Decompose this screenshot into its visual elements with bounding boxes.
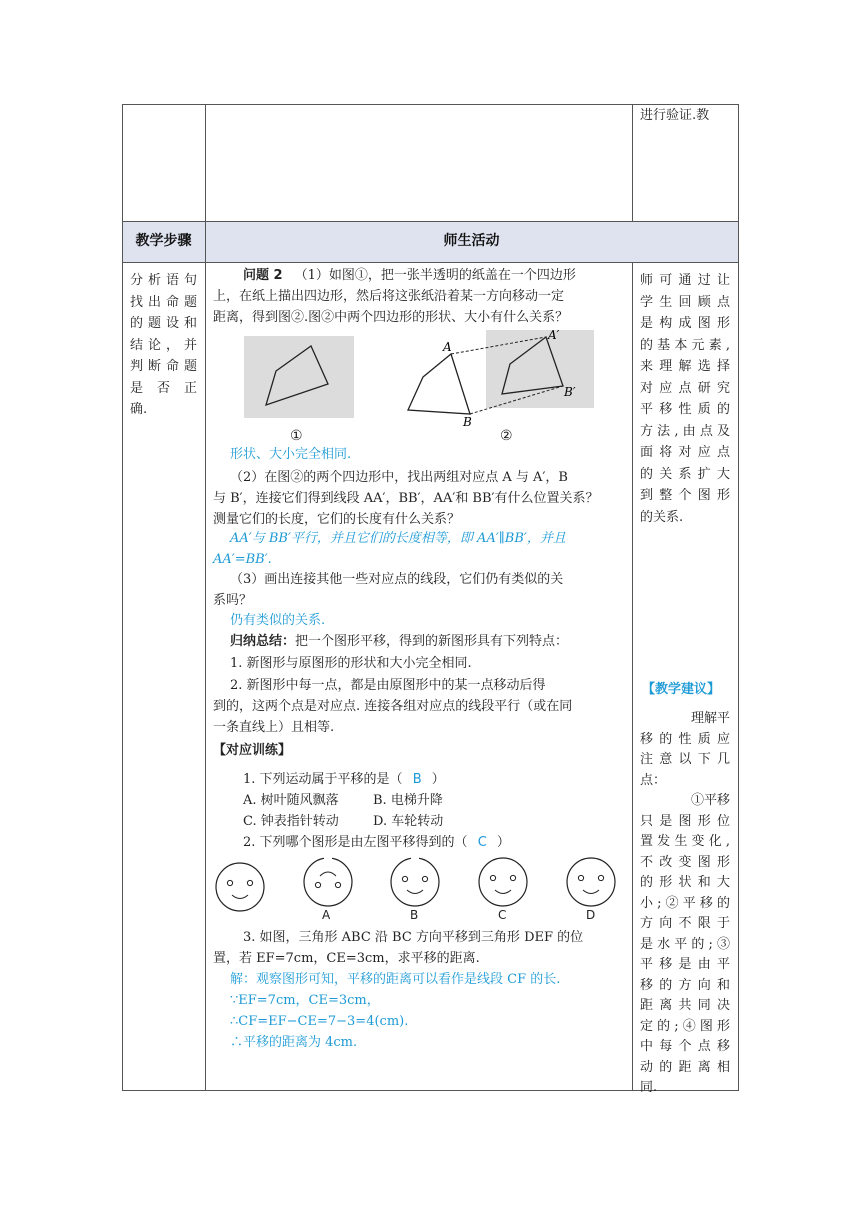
q3-line-1: （3）画出连接其他一些对应点的线段，它们仍有类似的关 bbox=[230, 572, 564, 587]
header-bottom-border bbox=[122, 262, 739, 263]
right-line: 来理解选择 bbox=[640, 359, 730, 374]
left-line: 分析语句 bbox=[130, 273, 197, 288]
exercise-1-option-b bbox=[373, 791, 443, 811]
suggestion-line: 的形状和大 bbox=[640, 875, 730, 890]
face-label-d: D bbox=[586, 908, 596, 922]
exercise-1-option-d bbox=[373, 812, 443, 832]
q2-line-3: 测量它们的长度，它们的长度有什么关系？ bbox=[213, 512, 461, 527]
solution-line-3: ∴CF=EF−CE=7−3=4(cm). bbox=[230, 1014, 409, 1029]
original-quadrilateral bbox=[408, 354, 470, 414]
suggestion-title: 【教学建议】 bbox=[642, 682, 721, 697]
label-a-prime: A′ bbox=[548, 328, 560, 342]
answer-2-line-2: AA′=BB′. bbox=[213, 552, 272, 567]
face-label-b: B bbox=[410, 908, 419, 922]
face-option-c bbox=[479, 858, 527, 906]
summary-point-2-line-3: 一条直线上）且相等. bbox=[213, 720, 335, 735]
exercise-1-question bbox=[243, 770, 445, 790]
table-right-border bbox=[738, 104, 739, 1091]
suggestion-line: 点： bbox=[640, 772, 667, 788]
suggestion-line: 小;②平移的 bbox=[640, 895, 730, 911]
right-line: 是构成图形 bbox=[640, 316, 730, 331]
left-line: 是 否 正 bbox=[130, 380, 197, 396]
right-line: 师可通过让 bbox=[640, 273, 730, 288]
opt-c-text: C. 钟表指针转动 bbox=[243, 814, 339, 829]
q1-line-3: 距离，得到图②.图②中两个四边形的形状、大小有什么关系？ bbox=[213, 310, 569, 325]
label-a: A bbox=[443, 340, 452, 354]
face-option-d bbox=[567, 858, 615, 906]
answer-1: 形状、大小完全相同. bbox=[230, 447, 352, 462]
face-option-a bbox=[304, 857, 352, 906]
exercise-1-answer: B bbox=[412, 772, 422, 787]
header-activity: 师生活动 bbox=[443, 233, 500, 249]
q2-line-2: 与 B′，连接它们得到线段 AA′，BB′，AA′和 BB′有什么位置关系？ bbox=[213, 491, 599, 506]
suggestion-line: 距离共同决 bbox=[640, 998, 730, 1013]
exercise-3-line-2: 置，若 EF=7cm，CE=3cm，求平移的距离. bbox=[213, 951, 480, 966]
figure-2 bbox=[398, 326, 598, 426]
suggestion-line: 中每个点移 bbox=[640, 1039, 730, 1054]
q1-line-2: 上，在纸上描出四边形，然后将这张纸沿着某一方向移动一定 bbox=[213, 289, 565, 304]
left-line: 结论，并 bbox=[130, 337, 197, 353]
exercise-2-answer: C bbox=[477, 835, 487, 850]
suggestion-line: 移的性质应 bbox=[640, 731, 730, 747]
suggestion-line: 只是图形位 bbox=[640, 813, 730, 829]
right-line: 到整个图形 bbox=[640, 488, 730, 503]
summary-point-2-line-2: 到的，这两个点是对应点. 连接各组对应点的线段平行（或在同 bbox=[213, 699, 573, 714]
solution-line-2: ∵EF=7cm，CE=3cm， bbox=[230, 993, 380, 1008]
suggestion-line: 同. bbox=[640, 1080, 658, 1095]
exercise-1-text: 1. 下列运动属于平移的是（ bbox=[243, 772, 403, 787]
right-line: 的基本元素, bbox=[640, 337, 730, 353]
figure-1-caption: ① bbox=[290, 428, 303, 444]
opt-b-text: B. 电梯升降 bbox=[373, 793, 443, 808]
suggestion-line: 置发生变化, bbox=[640, 834, 730, 849]
label-b: B bbox=[463, 415, 472, 426]
summary bbox=[230, 632, 568, 652]
right-line: 对应点研究 bbox=[640, 380, 730, 396]
exercise-1-close: ） bbox=[431, 772, 445, 787]
q1-line-1: （1）如图①，把一张半透明的纸盖在一个四边形 bbox=[294, 268, 576, 283]
left-line: 的题设和 bbox=[130, 316, 197, 331]
problem-label bbox=[243, 266, 576, 286]
right-line: 的关系扩大 bbox=[640, 466, 730, 482]
suggestion-line: 理解平 bbox=[690, 711, 730, 726]
exercise-1-option-a bbox=[243, 791, 339, 811]
left-line: 判断命题 bbox=[130, 359, 197, 374]
suggestion-line: 平移是由平 bbox=[640, 957, 730, 972]
exercise-3-line-1: 3. 如图，三角形 ABC 沿 BC 方向平移到三角形 DEF 的位 bbox=[243, 930, 584, 945]
answer-3: 仍有类似的关系. bbox=[230, 613, 326, 628]
summary-text: 把一个图形平移，得到的新图形具有下列特点： bbox=[295, 634, 569, 649]
table-top-border bbox=[122, 104, 739, 105]
opt-d-text: D. 车轮转动 bbox=[373, 814, 444, 829]
right-column-text bbox=[640, 270, 730, 528]
figure-1 bbox=[244, 336, 356, 420]
exercise-2-close: ） bbox=[496, 835, 510, 850]
problem-number: 问题 2 bbox=[243, 268, 283, 283]
answer-2-line-1: AA′与 BB′平行，并且它们的长度相等，即 AA′∥BB′，并且 bbox=[230, 531, 566, 546]
face-label-a: A bbox=[322, 908, 331, 922]
original-face bbox=[216, 863, 264, 911]
label-b-prime: B′ bbox=[564, 385, 576, 399]
right-line: 的关系. bbox=[640, 509, 684, 525]
suggestion-line: 定的;④图形 bbox=[640, 1018, 730, 1034]
summary-point-1: 1. 新图形与原图形的形状和大小完全相同. bbox=[230, 656, 472, 671]
right-line: 学生回顾点 bbox=[640, 294, 730, 310]
q3-line-2: 系吗？ bbox=[213, 593, 253, 608]
right-line: 平移性质的 bbox=[640, 402, 730, 417]
training-title: 【对应训练】 bbox=[213, 743, 292, 758]
column-divider-2 bbox=[632, 104, 633, 221]
suggestion-text bbox=[640, 709, 730, 1099]
suggestion-line: 是水平的;③ bbox=[640, 936, 730, 952]
header-steps: 教学步骤 bbox=[135, 233, 192, 249]
figure-2-caption: ② bbox=[500, 428, 513, 444]
column-divider-2b bbox=[632, 262, 633, 1091]
suggestion-line: 动的距离相 bbox=[640, 1059, 730, 1075]
left-column-text bbox=[130, 270, 197, 421]
solution-line-1: 解：观察图形可知，平移的距离可以看作是线段 CF 的长. bbox=[230, 972, 561, 987]
suggestion-line: 不改变图形 bbox=[640, 854, 730, 870]
right-line: 面将对应点 bbox=[640, 445, 730, 460]
top-note: 进行验证.教 bbox=[640, 108, 710, 123]
face-option-b bbox=[391, 857, 439, 906]
summary-point-2-line-1: 2. 新图形中每一点，都是由原图形中的某一点移动后得 bbox=[230, 678, 546, 693]
figure-1-background bbox=[244, 336, 354, 418]
right-line: 方法,由点及 bbox=[640, 423, 730, 439]
suggestion-line: 移的方向和 bbox=[640, 977, 730, 993]
exercise-2-question bbox=[243, 833, 510, 853]
suggestion-line: ①平移 bbox=[690, 793, 730, 808]
exercise-2-text: 2. 下列哪个图形是由左图平移得到的（ bbox=[243, 835, 468, 850]
left-line: 找出命题 bbox=[130, 294, 197, 310]
exercise-1-option-c bbox=[243, 812, 339, 832]
q2-line-1: （2）在图②的两个四边形中，找出两组对应点 A 与 A′，B bbox=[230, 470, 568, 485]
left-line: 确. bbox=[130, 402, 148, 417]
opt-a-text: A. 树叶随风飘落 bbox=[243, 793, 339, 808]
suggestion-line: 方向不限于 bbox=[640, 916, 730, 931]
face-label-c: C bbox=[498, 908, 507, 922]
summary-label: 归纳总结： bbox=[230, 634, 296, 649]
solution-line-4: ∴平移的距离为 4cm. bbox=[230, 1035, 358, 1050]
suggestion-line: 注意以下几 bbox=[640, 752, 730, 767]
